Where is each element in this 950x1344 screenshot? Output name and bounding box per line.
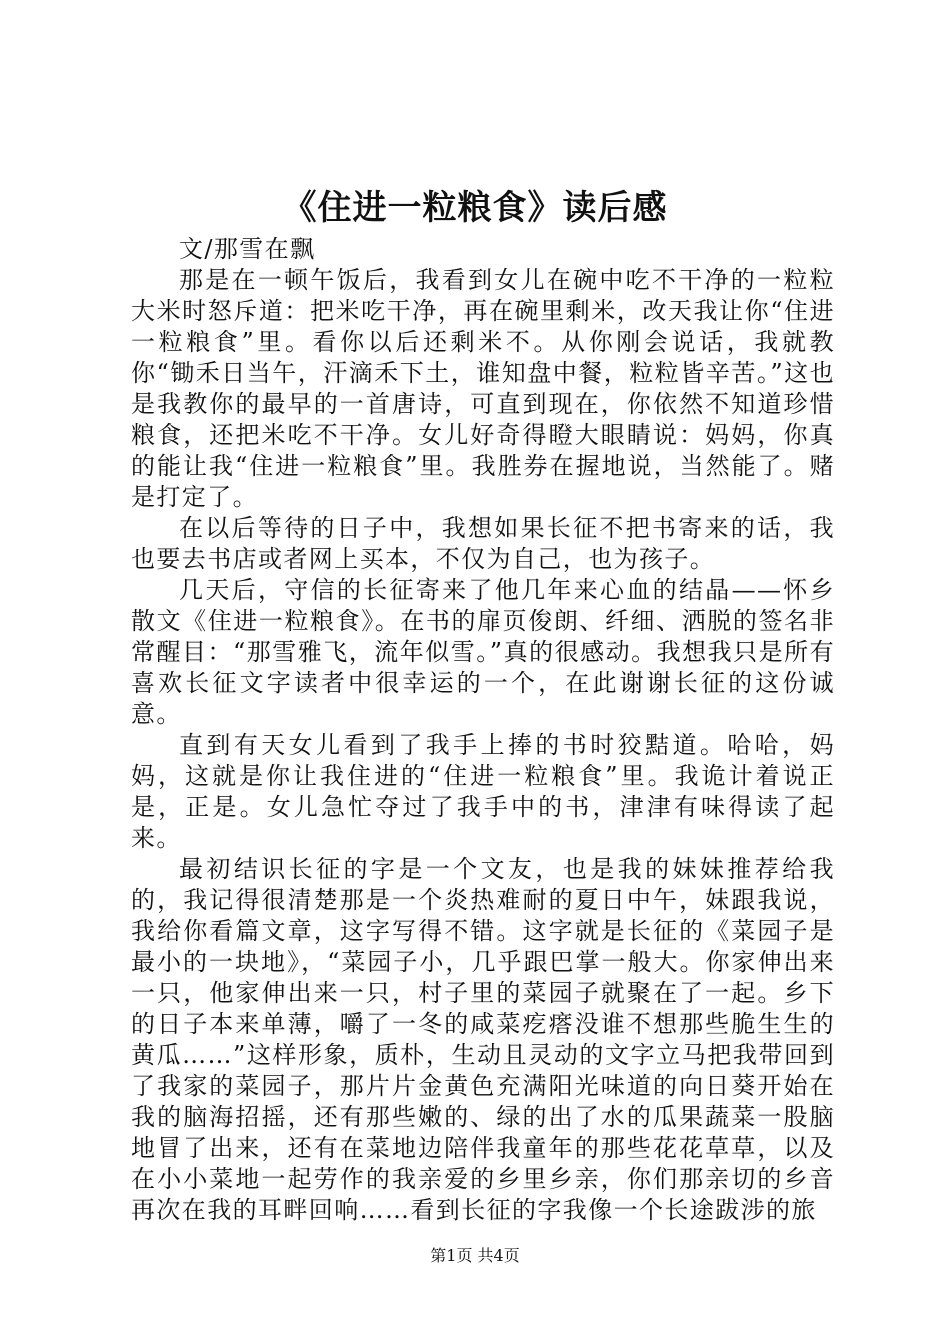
paragraph: 在以后等待的日子中，我想如果长征不把书寄来的话，我也要去书店或者网上买本，不仅为自己，也为孩子。 (131, 514, 835, 573)
paragraph: 最初结识长征的字是一个文友，也是我的妹妹推荐给我的，我记得很清楚那是一个炎热难耐的夏日中午，妹跟我说，我给你看篇文章，这字写得不错。这字就是长征的《菜园子是最小的一块地》，“菜园子小，几乎跟巴掌一般大。你家伸出来一只，他家伸出来一只，村子里的菜园子就聚在了一起。乡下的日子本来单薄，嚼了一冬的咸菜疙瘩没谁不想那些脆生生的黄瓜……”这样形象，质朴，生动且灵动的文字立马把我带回到了我家的菜园子，那片片金黄色充满阳光味道的向日葵开始在我的脑海招摇，还有那些嫩的、绿的出了水的瓜果蔬菜一股脑地冒了出来，还有在菜地边陪伴我童年的那些花花草草，以及在小小菜地一起劳作的我亲爱的乡里乡亲，你们那亲切的乡音再次在我的耳畔回响……看到长征的字我像一个长途跋涉的旅 (131, 855, 835, 1224)
byline: 文/那雪在飘 (179, 235, 316, 263)
paragraph: 直到有天女儿看到了我手上捧的书时狡黠道。哈哈，妈妈，这就是你让我住进的“住进一粒粮食”里。我诡计着说正是，正是。女儿急忙夺过了我手中的书，津津有味得读了起来。 (131, 731, 835, 852)
paragraph: 那是在一顿午饭后，我看到女儿在碗中吃不干净的一粒粒大米时怒斥道：把米吃干净，再在碗里剩米，改天我让你“住进一粒粮食”里。看你以后还剩米不。从你刚会说话，我就教你“锄禾日当午，汗滴禾下土，谁知盘中餐，粒粒皆辛苦。”这也是我教你的最早的一首唐诗，可直到现在，你依然不知道珍惜粮食，还把米吃不干净。女儿好奇得瞪大眼睛说：妈妈，你真的能让我“住进一粒粮食”里。我胜券在握地说，当然能了。赌是打定了。 (131, 266, 835, 511)
paragraph: 几天后，守信的长征寄来了他几年来心血的结晶——怀乡散文《住进一粒粮食》。在书的扉页俊朗、纤细、洒脱的签名非常醒目：“那雪雅飞，流年似雪。”真的很感动。我想我只是所有喜欢长征文字读者中很幸运的一个，在此谢谢长征的这份诚意。 (131, 576, 835, 728)
document-body (131, 234, 835, 1226)
document-title: 《住进一粒粮食》读后感 (282, 188, 668, 228)
page-footer: 第1页 共4页 (430, 1246, 520, 1265)
